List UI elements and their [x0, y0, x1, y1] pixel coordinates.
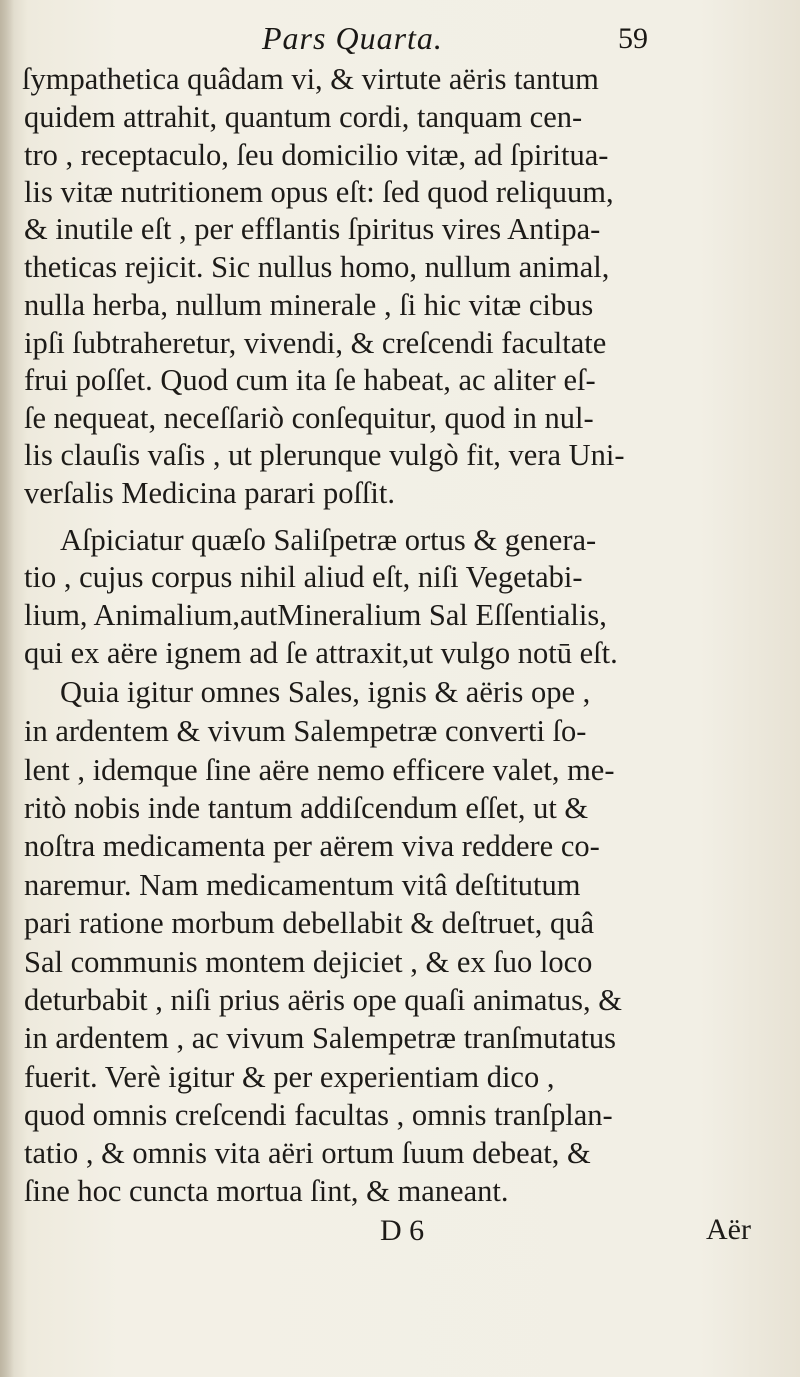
text-line: tio , cujus corpus nihil aliud eſt, niſi Vegetabi- — [24, 560, 583, 594]
text-line: ſe nequeat, neceſſariò conſequitur, quod in nul- — [24, 401, 594, 435]
text-line: qui ex aëre ignem ad ſe attraxit,ut vulgo notū eſt. — [24, 636, 618, 670]
text-line: Aſpiciatur quæſo Saliſpetræ ortus & genera- — [60, 523, 597, 557]
text-line: quidem attrahit, quantum cordi, tanquam cen- — [24, 100, 583, 134]
text-line: lium, Animalium,autMineralium Sal Eſſentialis, — [24, 598, 607, 632]
text-line: ipſi ſubtraheretur, vivendi, & creſcendi facultate — [24, 326, 607, 360]
text-line: Quia igitur omnes Sales, ignis & aëris ope , — [60, 675, 591, 709]
text-line: deturbabit , niſi prius aëris ope quaſi animatus, & — [24, 983, 623, 1017]
text-line: fuerit. Verè igitur & per experientiam dico , — [24, 1060, 555, 1094]
running-title: Pars Quarta. — [262, 20, 443, 56]
page-number: 59 — [618, 22, 648, 55]
text-line: quod omnis creſcendi facultas , omnis tranſplan- — [24, 1098, 613, 1132]
gutter-shadow — [0, 0, 14, 1377]
text-line: tatio , & omnis vita aëri ortum ſuum debeat, & — [24, 1136, 591, 1170]
text-line: naremur. Nam medicamentum vitâ deſtitutum — [24, 868, 581, 902]
signature-mark: D 6 — [380, 1214, 425, 1247]
text-line: tro , receptaculo, ſeu domicilio vitæ, ad ſpiritua- — [24, 138, 609, 172]
text-line: verſalis Medicina parari poſſit. — [24, 476, 395, 510]
text-line: lis clauſis vaſis , ut plerunque vulgò fit, vera Uni- — [24, 438, 625, 472]
text-line: pari ratione morbum debellabit & deſtruet, quâ — [24, 906, 594, 940]
catchword: Aër — [706, 1213, 751, 1246]
text-line: frui poſſet. Quod cum ita ſe habeat, ac aliter eſ- — [24, 363, 596, 397]
text-line: in ardentem & vivum Salempetræ converti ſo- — [24, 714, 587, 748]
text-line: lis vitæ nutritionem opus eſt: ſed quod reliquum, — [24, 175, 614, 209]
text-line: ſympathetica quâdam vi, & virtute aëris tantum — [22, 62, 599, 96]
text-line: Sal communis montem dejiciet , & ex ſuo loco — [24, 945, 593, 979]
text-line: in ardentem , ac vivum Salempetræ tranſmutatus — [24, 1021, 617, 1055]
text-line: ſine hoc cuncta mortua ſint, & maneant. — [24, 1174, 509, 1208]
text-line: nulla herba, nullum minerale , ſi hic vitæ cibus — [24, 288, 594, 322]
text-line: & inutile eſt , per efflantis ſpiritus vires Antipa- — [24, 212, 601, 246]
text-line: theticas rejicit. Sic nullus homo, nullum animal, — [24, 250, 610, 284]
text-line: ritò nobis inde tantum addiſcendum eſſet, ut & — [24, 791, 589, 825]
text-line: lent , idemque ſine aëre nemo efficere valet, me- — [24, 753, 615, 787]
text-line: noſtra medicamenta per aërem viva reddere co- — [24, 829, 600, 863]
